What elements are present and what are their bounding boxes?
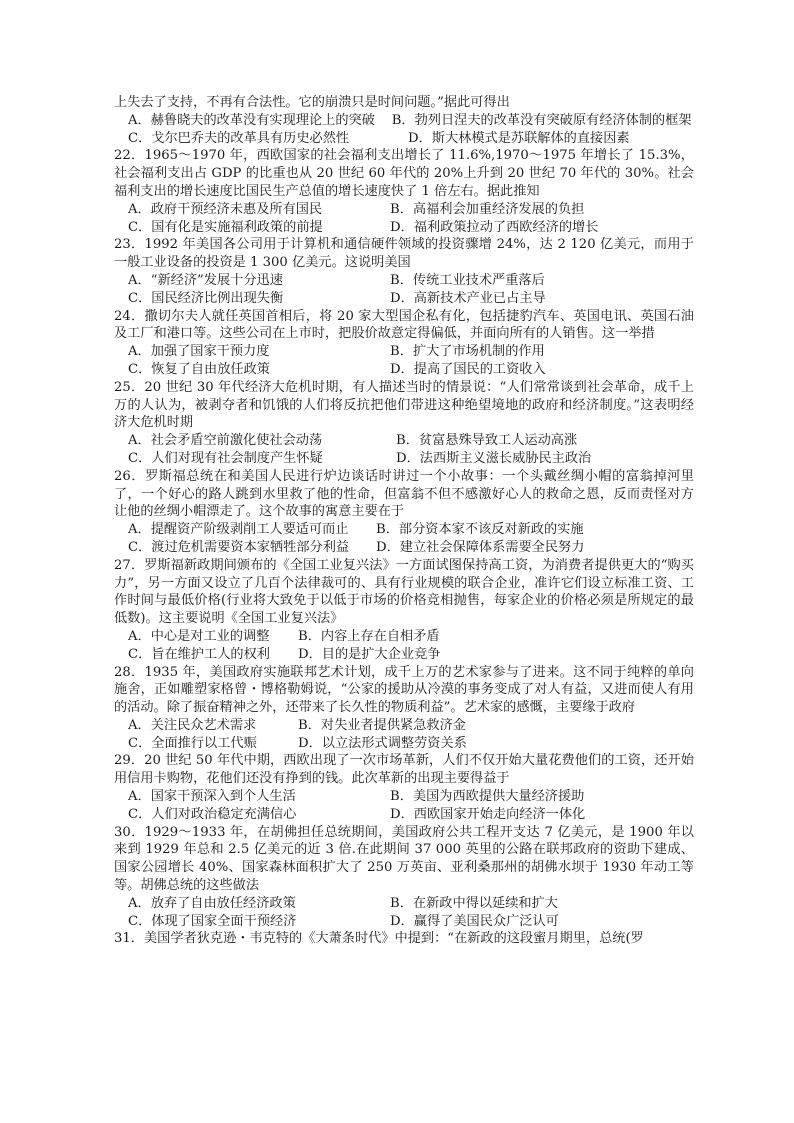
question-24 [114,308,694,379]
option-b: B．美国为西欧提供大量经济援助 [390,789,585,805]
option-a: A．提醒资产阶级剥削工人要适可而止 [128,522,349,538]
q21-option-b: B．勃列日涅夫的改革没有突破原有经济体制的框架 [391,112,692,128]
option-a: A．政府干预经济未惠及所有国民 [128,201,323,217]
option-d: D．建立社会保障体系需要全民努力 [376,539,585,555]
question-stem: 22．1965～1970 年，西欧国家的社会福利支出增长了 11.6%,1970～1975 年增长了 15.3%，社会福利支出占 GDP 的比重也从 20 世纪 60 年代的 20%上升到 20 世纪 70 年代的 30%。社会福利支出的增长速度比国民生产总值的增长速度快了 1 倍左右。据此推知 [114,148,694,199]
question-options [114,521,694,557]
question-stem: 23．1992 年美国各公司用于计算机和通信硬件领域的投资骤增 24%，达 2 120 亿美元，而用于一般工业设备的投资是 1 300 亿美元。这说明美国 [114,237,694,271]
question-stem: 30．1929～1933 年，在胡佛担任总统期间，美国政府公共工程开支达 7 亿美元，是 1900 年以来到 1929 年总和 2.5 亿美元的近 3 倍.在此期间 37 000 英里的公路在联邦政府的资助下建成、国家公园增长 40%、国家森林面积扩大了 250 万英亩、亚利桑那州的胡佛水坝于 1930 年动工等等。胡佛总统的这些做法 [114,824,694,894]
q21-option-c: C．戈尔巴乔夫的改革具有历史必然性 [128,130,350,146]
option-b: B．传统工业技术严重落后 [390,272,545,288]
q21-option-row-1 [128,112,694,130]
option-b: B．对失业者提供紧急救济金 [298,717,466,733]
option-d: D．西欧国家开始走向经济一体化 [390,806,586,822]
option-c: C．人们对政治稳定充满信心 [128,806,297,822]
question-stem: 28．1935 年，美国政府实施联邦艺术计划，成千上万的艺术家参与了进来。这不同于纯粹的单向施舍，正如雕塑家格曾・博格勒姆说，“公家的援助从冷漠的事务变成了对人有益，又进而使人有用的活动。除了振奋精神之外，还带来了长久性的物质利益”。艺术家的感慨，主要缘于政府 [114,664,694,716]
question-options [114,895,694,931]
option-c: C．国有化是实施福利政策的前提 [128,219,323,235]
option-a: A．社会矛盾空前激化使社会动荡 [128,433,323,449]
question-options [114,717,694,753]
option-c: C．渡过危机需要资本家牺牲部分利益 [128,539,350,555]
question-stem: 24．撒切尔夫人就任英国首相后，将 20 家大型国企私有化，包括捷豹汽车、英国电讯、英国石油及工厂和港口等。这些公司在上市时，把股价故意定得偏低，并面向所有的人销售。这一举措 [114,308,694,342]
question-25 [114,379,694,468]
option-a: A．国家干预深入到个人生活 [128,789,296,805]
question-31-stem: 31．美国学者狄克逊・韦克特的《大萧条时代》中提到：“在新政的这段蜜月期里，总统(罗 [114,931,644,947]
option-d: D．高新技术产业已占主导 [390,290,546,306]
option-b: B．在新政中得以延续和扩大 [390,895,558,911]
question-options [114,628,694,664]
option-c: C．恢复了自由放任政策 [128,361,270,377]
option-d: D．福利政策拉动了西欧经济的增长 [390,219,599,235]
option-d: D．目的是扩大企业竞争 [298,646,441,662]
option-b: B．内容上存在自相矛盾 [298,628,440,644]
q21-options [114,112,694,148]
option-c: C．国民经济比例出现失衡 [128,290,284,306]
option-a: A．中心是对工业的调整 [128,628,270,644]
question-30 [114,824,694,931]
option-c: C．体现了国家全面干预经济 [128,913,297,929]
option-a: A．放弃了自由放任经济政策 [128,895,296,911]
question-26 [114,468,694,557]
option-c: C．旨在维护工人的权利 [128,646,270,662]
question-29 [114,752,694,823]
option-c: C．人们对现有社会制度产生怀疑 [128,450,323,466]
option-d: D．提高了国民的工资收入 [390,361,546,377]
question-options [114,788,694,824]
q21-option-d: D．斯大林模式是苏联解体的直接因素 [408,130,630,146]
option-a: A．“新经济”发展十分迅速 [128,272,283,288]
option-d: D．赢得了美国民众广泛认可 [390,913,559,929]
option-a: A．关注民众艺术需求 [128,717,257,733]
q21-option-a: A．赫鲁晓夫的改革没有实现理论上的突破 [128,112,375,128]
question-stem: 26．罗斯福总统在和美国人民进行炉边谈话时讲过一个小故事：一个头戴丝绸小帽的富翁掉河里了，一个好心的路人跳到水里救了他的性命，但富翁不但不感激好心人的救命之恩，反而责怪对方让他的丝绸小帽漂走了。这个故事的寓意主要在于 [114,468,694,520]
question-23 [114,236,694,307]
q21-option-row-2 [128,130,694,148]
option-d: D．法西斯主义滋长威胁民主政治 [396,450,592,466]
question-options [114,432,694,468]
option-a: A．加强了国家干预力度 [128,344,270,360]
question-27 [114,557,694,664]
question-stem: 27．罗斯福新政期间颁布的《全国工业复兴法》一方面试图保持高工资，为消费者提供更大的“购买力”，另一方面又设立了几百个法律裁可的、具有行业规模的联合企业，准许它们设立标准工资、工作时间与最低价格(行业将大致免于以低于市场的价格竞相抛售，每家企业的价格必须是所规定的最低数)。这主要说明《全国工业复兴法》 [114,557,694,627]
question-stem: 25．20 世纪 30 年代经济大危机时期，有人描述当时的情景说：“人们常常谈到社会革命，成千上万的人认为，被剥夺者和饥饿的人们将反抗把他们带进这种绝望境地的政府和经济制度。”这表明经济大危机时期 [114,379,694,431]
question-options [114,201,694,237]
question-options [114,343,694,379]
option-b: B．扩大了市场机制的作用 [390,344,545,360]
option-d: D．以立法形式调整劳资关系 [298,735,467,751]
option-b: B．部分资本家不该反对新政的实施 [376,522,584,538]
question-stem: 29．20 世纪 50 年代中期，西欧出现了一次市场革新，人们不仅开始大量花费他们的工资，还开始用信用卡购物，花他们还没有挣到的钱。此次革新的出现主要得益于 [114,753,694,787]
option-c: C．全面推行以工代赈 [128,735,257,751]
option-b: B．贫富悬殊导致工人运动高涨 [396,433,578,449]
intro-text: 上失去了支持，不再有合法性。它的崩溃只是时间问题。”据此可得出 [114,95,510,110]
question-options [114,272,694,308]
option-b: B．高福利会加重经济发展的负担 [390,201,585,217]
question-28 [114,664,694,753]
question-22 [114,147,694,236]
